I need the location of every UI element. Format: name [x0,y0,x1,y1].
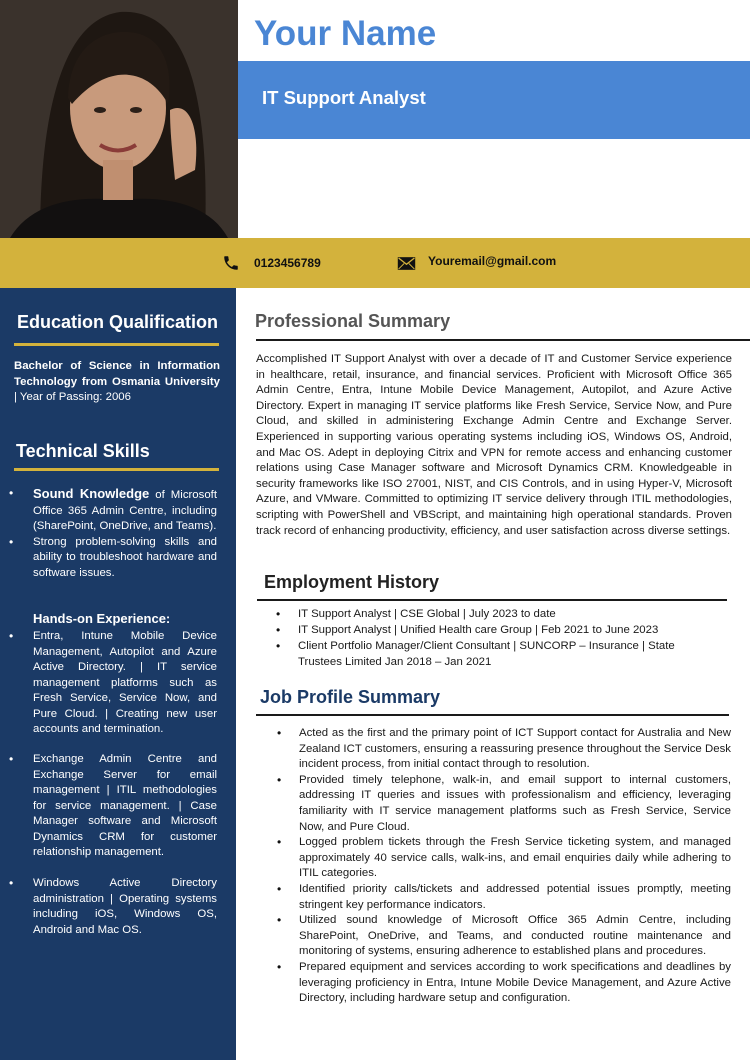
sidebar [0,288,236,1060]
handson-list [33,876,217,938]
job-profile-item: • Utilized sound knowledge of Microsoft Office 365 Admin Centre, including SharePoint, OneDrive, and Teams, and conducted routine maintenance and monitoring of systems, ensuring adherence to established plans and procedures. [299,913,731,960]
job-profile-rule [256,714,729,716]
profile-photo [0,0,238,238]
job-profile-item: • Acted as the first and the primary point of ICT Support contact for Australia and New Zealand ICT customers, ensuring a reassuring presence throughout the Service Desk incident process, from initial contact through to resolution. [299,726,731,773]
employment-heading: Employment History [264,572,440,592]
handson-list [33,629,217,738]
employment-item: • IT Support Analyst | Unified Health care Group | Feb 2021 to June 2023 [298,622,738,638]
job-title: IT Support Analyst [262,87,426,108]
employment-item: • Client Portfolio Manager/Client Consultant | SUNCORP – Insurance | State Trustees Limited Jan 2018 – Jan 2021 [298,638,678,670]
skill-item [33,486,217,535]
email-address[interactable]: Youremail@gmail.com [428,254,557,268]
contact-band [0,238,750,288]
phone-number[interactable]: 0123456789 [254,256,321,270]
summary-heading: Professional Summary [255,311,451,331]
skills-heading: Technical Skills [16,441,150,461]
handson-item: • Exchange Admin Centre and Exchange Server for email management | ITIL methodologies for service management. | Case Manager software and Microsoft Dynamics CRM for customer relationship management. [33,752,217,861]
job-profile-item: • Identified priority calls/tickets and addressed potential issues promptly, meeting stringent key performance indicators. [299,882,731,913]
job-profile-item: • Logged problem tickets through the Fresh Service ticketing system, and managed approximately 40 service calls, walk-ins, and email enquiries daily while adhering to ITIL categories. [299,835,731,882]
employment-item: • IT Support Analyst | CSE Global | July 2023 to date [298,606,738,622]
job-profile-item: • Provided timely telephone, walk-in, and email support to internal customers, addressing IT queries and issues with professionalism and efficiency, leveraging familiarity with IT service management platforms such as Fresh Service, Service Now, and Pure Cloud. [299,773,731,835]
envelope-icon [397,256,416,271]
summary-rule [256,339,750,341]
role-band [238,61,750,139]
education-degree: Bachelor of Science in Information Technology from Osmania University [14,360,220,388]
education-entry [14,359,220,406]
job-profile-item: • Prepared equipment and services according to work specifications and deadlines by leveraging proficiency in Entra, Intune Mobile Device Management, and Azure Active Directory, including hardware setup and configuration. [299,960,731,1007]
handson-list [33,752,217,861]
summary-text: Accomplished IT Support Analyst with over a decade of IT and Customer Service experience in healthcare, retail, insurance, and financial services. Proficient with Microsoft Office 365 Admin Centre, Entra, Intune Mobile Device Management, Autopilot, and Azure Active Directory. Expert in managing IT service platforms like Fresh Service, Service Now, and Pure Cloud, and skilled in administering Exchange Admin Centre and Exchange Server. Experienced in supporting various operating systems including iOS, Windows OS, Android, and Mac OS. Adept in deploying Citrix and VPN for remote access and enhancing customer relations using Case Manager software and Microsoft Dynamics CRM. Knowledgeable in security frameworks like ISO 27001, NIST, and CIS Controls, and in using Hyper-V, Microsoft Azure, and VMware. Committed to optimizing IT service delivery through ITIL methodologies, scripting with PowerShell and VBScript, and maintaining high operational standards. Proven track record of enhancing productivity, efficiency, and user satisfaction across diverse settings. [256,353,732,537]
job-profile-list [299,726,731,1007]
candidate-name: Your Name [254,14,437,53]
education-heading: Education Qualification [17,312,219,332]
job-profile-heading: Job Profile Summary [260,687,441,707]
education-rule [14,343,219,346]
skill-text: of Microsoft Office 365 Admin Centre, including (SharePoint, OneDrive, and Teams). [33,489,217,532]
skill-item: • Strong problem-solving skills and ability to troubleshoot hardware and software issues. [33,535,217,582]
education-year: | Year of Passing: 2006 [14,391,131,403]
employment-rule [257,599,727,601]
phone-icon [222,254,240,272]
skills-rule [14,468,219,471]
employment-list [298,606,738,670]
handson-item: • Entra, Intune Mobile Device Management, Autopilot and Azure Active Directory. | IT service management platforms such as Fresh Service, Service Now, and Pure Cloud. | Creating new user accounts and termination. [33,629,217,738]
skill-bold: Sound Knowledge [33,486,150,501]
handson-item: • Windows Active Directory administration | Operating systems including iOS, Windows OS, Android and Mac OS. [33,876,217,938]
skills-list [33,486,217,581]
handson-heading: Hands-on Experience: [33,611,171,626]
